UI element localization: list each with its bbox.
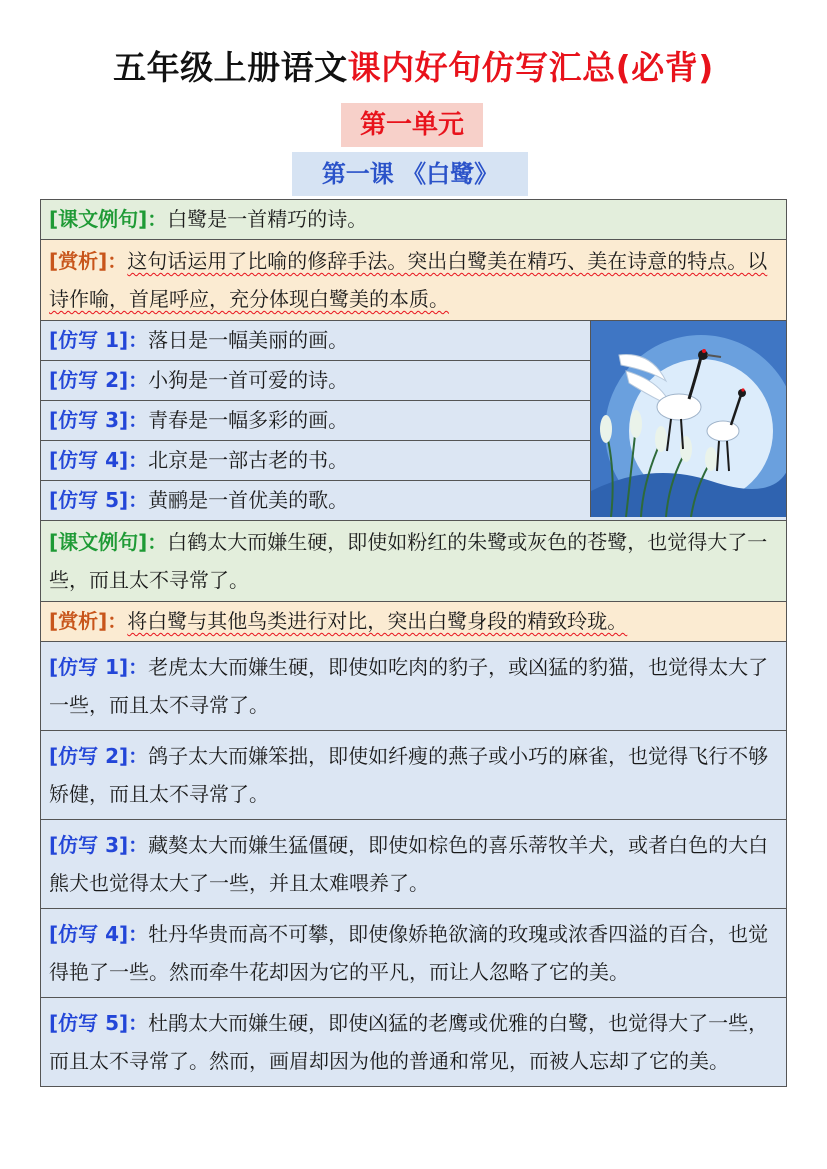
- imitation-label: [仿写 2]：: [49, 744, 149, 768]
- page-title: [0, 42, 827, 89]
- imitation-text: 北京是一部古老的书。: [148, 448, 349, 472]
- analysis-label: [赏析]：: [49, 609, 128, 633]
- imitation-label: [仿写 1]：: [49, 328, 149, 352]
- analysis-label: [赏析]：: [49, 249, 128, 273]
- imitation-text: 牡丹华贵而高不可攀，即使像娇艳欲滴的玫瑰或浓香四溢的百合，也觉得艳了一些。然而牵牛花却因为它的平凡，而让人忽略了它的美。: [49, 922, 769, 984]
- unit-heading: 第一单元: [341, 103, 483, 147]
- example-text: 白鹤太大而嫌生硬，即使如粉红的朱鹭或灰色的苍鹭，也觉得大了一些，而且太不寻常了。: [49, 530, 768, 592]
- imitation-text: 杜鹃太大而嫌生硬，即使凶猛的老鹰或优雅的白鹭，也觉得大了一些，而且太不寻常了。然而，画眉却因为他的普通和常见，而被人忘却了它的美。: [49, 1011, 769, 1073]
- imitation-row: [41, 642, 786, 731]
- example-row-2: [41, 521, 786, 602]
- imitation-label: [仿写 4]：: [49, 922, 149, 946]
- analysis-row-2: [41, 602, 786, 642]
- imitation-text: 藏獒太大而嫌生猛僵硬，即使如棕色的喜乐蒂牧羊犬，或者白色的大白熊犬也觉得太大了一些，并且太难喂养了。: [49, 833, 769, 895]
- imitation-text: 落日是一幅美丽的画。: [148, 328, 349, 352]
- imitation-row: [41, 731, 786, 820]
- example-label: [课文例句]：: [49, 207, 168, 231]
- imitation-block-1: [41, 321, 786, 521]
- example-text: 白鹭是一首精巧的诗。: [167, 207, 368, 231]
- lesson-heading: 第一课 《白鹭》: [292, 152, 528, 196]
- imitation-text: 小狗是一首可爱的诗。: [148, 368, 349, 392]
- imitation-row: [41, 909, 786, 998]
- analysis-text: 这句话运用了比喻的修辞手法。突出白鹭美在精巧、美在诗意的特点。以诗作喻，首尾呼应，充分体现白鹭美的本质。: [49, 249, 768, 311]
- imitation-label: [仿写 3]：: [49, 408, 149, 432]
- analysis-row-1: [41, 240, 786, 321]
- crane-illustration: [590, 321, 786, 517]
- imitation-text: 青春是一幅多彩的画。: [148, 408, 349, 432]
- imitation-label: [仿写 4]：: [49, 448, 149, 472]
- imitation-label: [仿写 1]：: [49, 655, 149, 679]
- title-part1: 五年级上册语文: [113, 48, 348, 87]
- imitation-row: [41, 998, 786, 1086]
- title-part2: 课内好句仿写汇总(必背): [347, 48, 714, 87]
- example-label: [课文例句]：: [49, 530, 168, 554]
- imitation-text: 黄鹂是一首优美的歌。: [148, 488, 349, 512]
- crane-icon: [591, 321, 786, 517]
- imitation-text: 老虎太大而嫌生硬，即使如吃肉的豹子，或凶猛的豹猫，也觉得太大了一些，而且太不寻常了。: [49, 655, 769, 717]
- imitation-label: [仿写 3]：: [49, 833, 149, 857]
- analysis-text: 将白鹭与其他鸟类进行对比，突出白鹭身段的精致玲珑。: [127, 609, 628, 633]
- imitation-label: [仿写 5]：: [49, 1011, 149, 1035]
- imitation-text: 鸽子太大而嫌笨拙，即使如纤瘦的燕子或小巧的麻雀，也觉得飞行不够矫健，而且太不寻常了。: [49, 744, 769, 806]
- imitation-label: [仿写 2]：: [49, 368, 149, 392]
- example-row-1: [41, 200, 786, 240]
- imitation-label: [仿写 5]：: [49, 488, 149, 512]
- sentence-table: [40, 199, 787, 1087]
- imitation-row: [41, 820, 786, 909]
